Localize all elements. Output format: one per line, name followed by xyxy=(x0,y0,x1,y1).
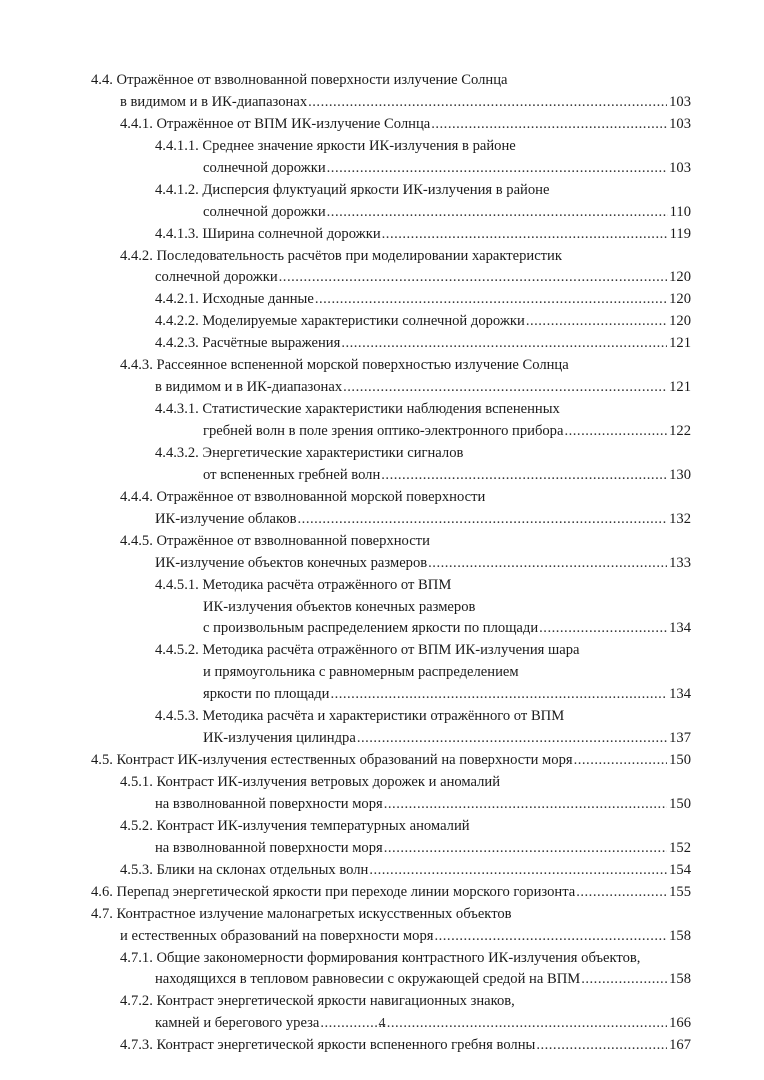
toc-entry-title: солнечной дорожки xyxy=(203,159,326,176)
toc-entry xyxy=(91,838,691,860)
toc-entry xyxy=(91,860,691,882)
toc-entry-page: 133 xyxy=(669,554,691,571)
dot-leader xyxy=(384,794,667,816)
toc-entry xyxy=(91,926,691,948)
toc-entry-title: от вспененных гребней волн xyxy=(203,466,381,483)
toc-entry-title: в видимом и в ИК-диапазонах xyxy=(155,379,343,396)
dot-leader xyxy=(381,465,667,487)
dot-leader xyxy=(343,377,667,399)
toc-entry xyxy=(91,904,691,926)
toc-entry-page: 158 xyxy=(669,927,691,944)
toc-entry-title: 4.4.5.3. Методика расчёта и характеристики отражённого от ВПМ xyxy=(155,708,565,725)
toc-entry xyxy=(91,728,691,750)
toc-entry xyxy=(91,136,691,158)
toc-entry-title: 4.4.2. Последовательность расчётов при моделировании характеристик xyxy=(120,247,562,264)
toc-entry xyxy=(91,180,691,202)
toc-entry-title: ИК-излучение объектов конечных размеров xyxy=(155,554,428,571)
toc-entry-page: 134 xyxy=(669,686,691,703)
toc-entry-page: 103 xyxy=(669,115,691,132)
toc-entry-title: гребней волн в поле зрения оптико-электронного прибора xyxy=(203,423,564,439)
toc-entry-page: 137 xyxy=(669,730,691,747)
toc-entry xyxy=(91,684,691,706)
toc-entry xyxy=(91,991,691,1013)
toc-entry-title: 4.6. Перепад энергетической яркости при переходе линии морского горизонта xyxy=(91,883,576,900)
toc-entry-page: 152 xyxy=(669,839,691,856)
toc-entry-page: 166 xyxy=(669,1015,691,1032)
dot-leader xyxy=(526,311,667,333)
toc-entry-title: 4.4.2.2. Моделируемые характеристики солнечной дорожки xyxy=(155,313,525,330)
toc-entry-page: 120 xyxy=(669,269,691,286)
toc-entry-page: 103 xyxy=(669,93,691,110)
dot-leader xyxy=(431,114,667,136)
toc-entry xyxy=(91,969,691,991)
toc-entry xyxy=(91,70,691,92)
toc-entry-page: 110 xyxy=(669,203,691,220)
toc-entry-title: 4.4.3.1. Статистические характеристики наблюдения вспененных xyxy=(155,401,560,418)
toc-entry-title: 4.4.1. Отражённое от ВПМ ИК-излучение Солнца xyxy=(120,115,431,132)
toc-entry xyxy=(91,531,691,553)
toc-entry-title: на взволнованной поверхности моря xyxy=(155,839,383,856)
toc-entry-title: ИК-излучения цилиндра xyxy=(203,730,356,747)
toc-entry-title: 4.7.1. Общие закономерности формирования контрастного ИК-излучения объектов, xyxy=(120,949,641,966)
dot-leader xyxy=(308,92,667,114)
toc-entry-title: 4.4.5.2. Методика расчёта отражённого от ВПМ ИК-излучения шара xyxy=(155,642,580,659)
dot-leader xyxy=(574,750,668,772)
toc-entry-page: 120 xyxy=(669,291,691,308)
toc-entry xyxy=(91,399,691,421)
dot-leader xyxy=(384,838,667,860)
toc-entry-title: в видимом и в ИК-диапазонах xyxy=(120,93,308,110)
toc-entry-page: 167 xyxy=(669,1037,691,1054)
toc-entry-title: 4.7. Контрастное излучение малонагретых искусственных объектов xyxy=(91,905,512,922)
dot-leader xyxy=(327,158,667,180)
toc-entry-title: ИК-излучение облаков xyxy=(155,510,297,527)
toc-entry xyxy=(91,267,691,289)
dot-leader xyxy=(315,289,667,311)
dot-leader xyxy=(369,860,667,882)
toc-entry xyxy=(91,92,691,114)
toc-entry xyxy=(91,794,691,816)
toc-entry xyxy=(91,1035,691,1057)
toc-entry-page: 121 xyxy=(669,379,691,396)
toc-entry xyxy=(91,443,691,465)
toc-entry xyxy=(91,377,691,399)
toc-entry-title: камней и берегового уреза xyxy=(155,1015,320,1032)
toc-entry-title: 4.4.5. Отражённое от взволнованной поверхности xyxy=(120,532,430,549)
dot-leader xyxy=(428,553,667,575)
toc-entry-page: 150 xyxy=(669,752,691,769)
toc-entry-title: с произвольным распределением яркости по площади xyxy=(203,620,539,637)
dot-leader xyxy=(341,333,667,355)
toc-entry xyxy=(91,618,691,640)
toc-entry-title: 4.4.1.3. Ширина солнечной дорожки xyxy=(155,225,381,242)
toc-entry-title: и естественных образований на поверхности моря xyxy=(120,927,434,944)
toc-entry-page: 119 xyxy=(669,225,691,242)
toc-entry xyxy=(91,465,691,487)
toc-entry-title: 4.4.4. Отражённое от взволнованной морской поверхности xyxy=(120,488,486,505)
dot-leader xyxy=(357,728,667,750)
dot-leader xyxy=(330,684,667,706)
dot-leader xyxy=(434,926,667,948)
toc-entry xyxy=(91,202,691,224)
toc-entry xyxy=(91,706,691,728)
toc-entry xyxy=(91,948,691,970)
toc-entry-title: 4.4.3. Рассеянное вспененной морской поверхностью излучение Солнца xyxy=(120,357,569,374)
toc-entry xyxy=(91,114,691,136)
toc-entry-title: 4.5.1. Контраст ИК-излучения ветровых дорожек и аномалий xyxy=(120,774,501,790)
toc-entry xyxy=(91,224,691,246)
toc-entry-page: 122 xyxy=(669,423,691,439)
toc-entry-title: 4.4. Отражённое от взволнованной поверхности излучение Солнца xyxy=(91,72,508,88)
toc-entry-title: 4.5.3. Блики на склонах отдельных волн xyxy=(120,861,369,878)
toc-entry-title: ИК-излучения объектов конечных размеров xyxy=(203,598,476,615)
page-number: 4 xyxy=(378,1016,386,1031)
toc-entry xyxy=(91,246,691,268)
toc-entry-title: 4.4.2.1. Исходные данные xyxy=(155,291,314,308)
dot-leader xyxy=(298,509,668,531)
toc-entry-title: 4.7.3. Контраст энергетической яркости вспененного гребня волны xyxy=(120,1037,536,1054)
toc-entry-title: солнечной дорожки xyxy=(203,203,326,220)
toc-entry xyxy=(91,509,691,531)
toc-entry-page: 158 xyxy=(669,971,691,988)
toc-entry xyxy=(91,816,691,838)
toc-entry-title: и прямоугольника с равномерным распределением xyxy=(203,664,519,681)
dot-leader xyxy=(576,882,667,904)
dot-leader xyxy=(536,1035,667,1057)
table-of-contents xyxy=(91,70,691,1057)
toc-entry-title: 4.4.1.2. Дисперсия флуктуаций яркости ИК-излучения в районе xyxy=(155,181,550,198)
toc-entry xyxy=(91,158,691,180)
dot-leader xyxy=(539,618,667,640)
toc-entry-page: 120 xyxy=(669,313,691,330)
toc-entry-title: 4.5.2. Контраст ИК-излучения температурных аномалий xyxy=(120,817,470,834)
toc-entry xyxy=(91,553,691,575)
toc-entry-page: 134 xyxy=(669,620,691,637)
dot-leader xyxy=(382,224,668,246)
toc-entry-page: 121 xyxy=(669,335,691,352)
toc-entry-title: 4.4.2.3. Расчётные выражения xyxy=(155,335,341,352)
toc-entry-title: яркости по площади xyxy=(203,686,330,703)
toc-entry-title: 4.5. Контраст ИК-излучения естественных образований на поверхности моря xyxy=(91,752,573,769)
toc-entry-title: 4.4.5.1. Методика расчёта отражённого от ВПМ xyxy=(155,576,452,593)
toc-entry xyxy=(91,487,691,509)
toc-entry xyxy=(91,882,691,904)
toc-entry xyxy=(91,662,691,684)
toc-entry xyxy=(91,421,691,443)
toc-entry xyxy=(91,355,691,377)
toc-entry-title: 4.4.3.2. Энергетические характеристики сигналов xyxy=(155,444,464,461)
dot-leader xyxy=(279,267,667,289)
dot-leader xyxy=(327,202,668,224)
toc-entry-page: 132 xyxy=(669,510,691,527)
toc-entry xyxy=(91,311,691,333)
toc-entry-page: 154 xyxy=(669,861,691,878)
toc-entry-page: 150 xyxy=(669,795,691,812)
toc-entry xyxy=(91,575,691,597)
toc-entry xyxy=(91,333,691,355)
toc-entry-page: 155 xyxy=(669,883,691,900)
toc-entry-title: солнечной дорожки xyxy=(155,269,278,286)
toc-entry-title: находящихся в тепловом равновесии с окружающей средой на ВПМ xyxy=(155,971,581,988)
toc-entry xyxy=(91,289,691,311)
toc-entry xyxy=(91,750,691,772)
toc-entry xyxy=(91,772,691,794)
toc-entry xyxy=(91,640,691,662)
toc-entry-page: 103 xyxy=(669,159,691,176)
dot-leader xyxy=(564,421,667,443)
toc-entry-title: 4.4.1.1. Среднее значение яркости ИК-излучения в районе xyxy=(155,137,516,154)
toc-entry-title: на взволнованной поверхности моря xyxy=(155,795,383,812)
toc-entry xyxy=(91,597,691,619)
dot-leader xyxy=(581,969,667,991)
toc-entry-title: 4.7.2. Контраст энергетической яркости навигационных знаков, xyxy=(120,993,515,1010)
toc-entry-page: 130 xyxy=(669,466,691,483)
